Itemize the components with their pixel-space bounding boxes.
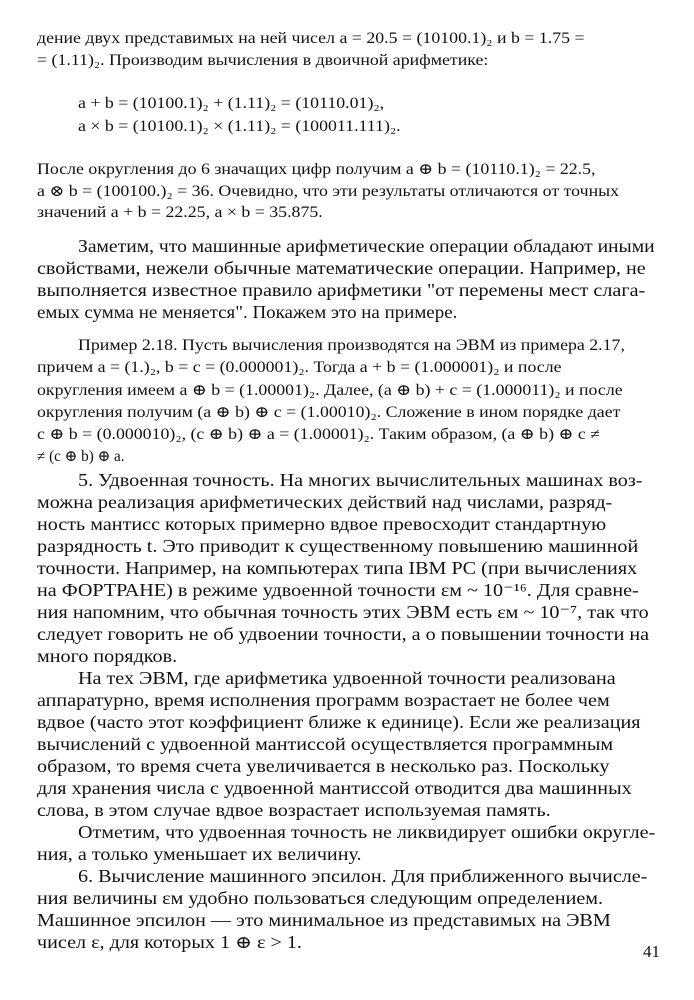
text-line: для хранения числа с удвоенной мантиссой отводится два машинных	[37, 778, 632, 798]
text-line: вдвое (часто этот коэффициент ближе к единице). Если же реализация	[37, 712, 641, 732]
text-line: = (1.11)₂. Производим вычисления в двоичной арифметике:	[37, 52, 489, 69]
text-line: слова, в этом случае вдвое возрастает используемая память.	[37, 800, 551, 820]
section-6-first-line: 6. Вычисление машинного эпсилон. Для приближенного вычисле-	[78, 866, 648, 886]
formula-product: a × b = (10100.1)₂ × (1.11)₂ = (100011.111)₂.	[78, 118, 401, 135]
section-5-first-line: 5. Удвоенная точность. На многих вычислительных машинах воз-	[78, 470, 643, 490]
text-line: ния величины εм удобно пользоваться следующим определением.	[37, 888, 604, 908]
text-line: емых сумма не меняется". Покажем это на примере.	[37, 302, 458, 322]
text-line: Пример 2.18. Пусть вычисления производятся на ЭВМ из примера 2.17,	[78, 337, 625, 354]
page-number: 41	[643, 942, 660, 961]
text-line: точности. Например, на компьютерах типа IBM PC (при вычислениях	[37, 558, 638, 578]
text-line: чисел ε, для которых 1 ⊕ ε > 1.	[37, 932, 302, 952]
text-line: можна реализация арифметических действий над числами, разряд-	[37, 492, 613, 512]
text-line: ность мантисс которых примерно вдвое превосходит стандартную	[37, 514, 607, 534]
text-line: ния, а только уменьшает их величину.	[37, 844, 362, 864]
text-line: выполняется известное правило арифметики "от перемены мест слага-	[37, 280, 646, 300]
text-line: дение двух представимых на ней чисел a = 20.5 = (10100.1)₂ и b = 1.75 =	[37, 30, 585, 47]
text-line: значений a + b = 22.25, a × b = 35.875.	[37, 204, 323, 221]
text-line: образом, то время счета увеличивается в несколько раз. Поскольку	[37, 756, 610, 776]
text-line: На тех ЭВМ, где арифметика удвоенной точности реализована	[78, 668, 616, 688]
text-line: После округления до 6 значащих цифр получим a ⊕ b = (10110.1)₂ = 22.5,	[37, 161, 596, 178]
text-line: округления имеем a ⊕ b = (1.00001)₂. Далее, (a ⊕ b) + c = (1.000011)₂ и после	[37, 382, 623, 399]
text-line: c ⊕ b = (0.000010)₂, (c ⊕ b) ⊕ a = (1.00001)₂. Таким образом, (a ⊕ b) ⊕ c ≠	[37, 426, 601, 443]
text-line: вычислений с удвоенной мантиссой осуществляется программным	[37, 734, 614, 754]
text-line: ния напомним, что обычная точность этих ЭВМ есть εм ~ 10⁻⁷, так что	[37, 602, 649, 622]
text-line: причем a = (1.)₂, b = c = (0.000001)₂. Тогда a + b = (1.000001)₂ и после	[37, 359, 562, 376]
text-line: Отметим, что удвоенная точность не ликвидирует ошибки округле-	[78, 822, 656, 842]
text-line: аппаратурно, время исполнения программ возрастает не более чем	[37, 690, 610, 710]
text-line: a ⊗ b = (100100.)₂ = 36. Очевидно, что эти результаты отличаются от точных	[37, 183, 620, 200]
text-line: разрядность t. Это приводит к существенному повышению машинной	[37, 536, 639, 556]
text-line: много порядков.	[37, 646, 178, 666]
text-line: свойствами, нежели обычные математические операции. Например, не	[37, 258, 646, 278]
text-line: округления получим (a ⊕ b) ⊕ c = (1.00010)₂. Сложение в ином порядке дает	[37, 404, 621, 421]
text-line: на ФОРТРАНЕ) в режиме удвоенной точности εм ~ 10⁻¹⁶. Для сравне-	[37, 580, 639, 600]
text-line: Машинное эпсилон — это минимальное из представимых на ЭВМ	[37, 910, 611, 930]
formula-sum: a + b = (10100.1)₂ + (1.11)₂ = (10110.01)₂,	[78, 95, 385, 112]
text-line: следует говорить не об удвоении точности, а о повышении точности на	[37, 624, 650, 644]
text-line: ≠ (c ⊕ b) ⊕ a.	[37, 448, 125, 465]
text-line: Заметим, что машинные арифметические операции обладают иными	[78, 236, 655, 256]
